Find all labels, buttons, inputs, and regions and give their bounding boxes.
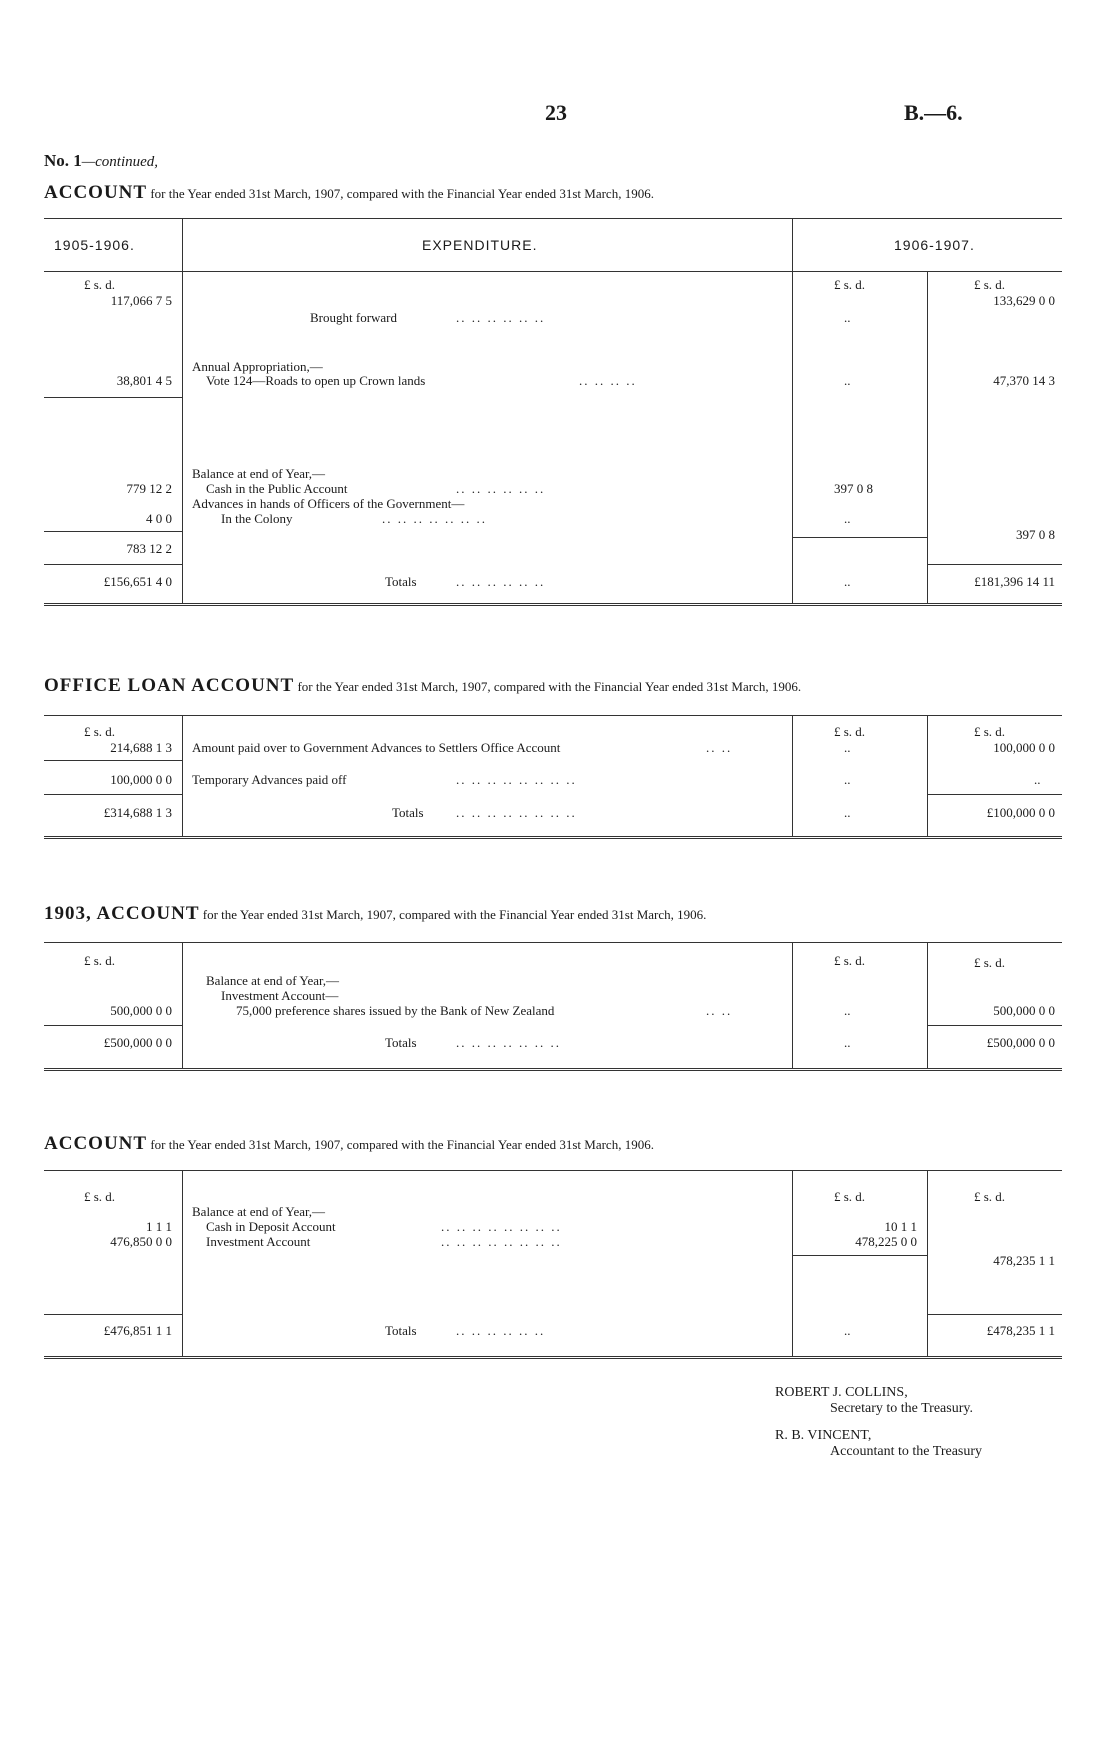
unit-header-prev: £ s. d.	[84, 953, 116, 968]
amount-cell: ..	[844, 740, 851, 755]
amount-cell: 397 0 8	[834, 481, 873, 496]
row-label: Cash in Deposit Account	[206, 1219, 336, 1234]
amount-cell: ..	[1034, 772, 1041, 787]
leader-dots: .. .. .. .. .. .. ..	[456, 1035, 561, 1050]
continued-label: —continued,	[81, 154, 159, 170]
row-heading: Balance at end of Year,—	[192, 1204, 326, 1219]
unit-header-a: £ s. d.	[834, 724, 866, 739]
office-loan-table	[44, 715, 1062, 839]
leader-dots: .. .. .. .. .. .. .. ..	[456, 772, 577, 787]
row-label: In the Colony	[221, 511, 293, 526]
section4-title-rest: for the Year ended 31st March, 1907, compared with the Financial Year ended 31st March, 1906.	[150, 1137, 654, 1152]
total-cell: ..	[844, 574, 851, 589]
signature-name: ROBERT J. COLLINS,	[775, 1385, 908, 1400]
document-reference: B.—6.	[904, 100, 963, 125]
total-cell: £100,000 0 0	[986, 805, 1055, 820]
signature-name: R. B. VINCENT,	[775, 1428, 872, 1443]
header-cur-year: 1906-1907.	[894, 237, 975, 253]
section4-title-bold: ACCOUNT	[44, 1133, 148, 1154]
row-label: Cash in the Public Account	[206, 481, 348, 496]
section2-title-rest: for the Year ended 31st March, 1907, compared with the Financial Year ended 31st March, 1906.	[297, 679, 802, 694]
leader-dots: .. .. .. .. .. .. .. ..	[441, 1234, 562, 1249]
row-label: Vote 124—Roads to open up Crown lands	[206, 373, 426, 388]
section1-title-bold: ACCOUNT	[44, 182, 148, 203]
leader-dots: .. ..	[706, 740, 733, 755]
row-label: Temporary Advances paid off	[192, 772, 347, 787]
amount-cell: ..	[844, 772, 851, 787]
signature-title: Secretary to the Treasury.	[830, 1401, 973, 1416]
row-label: 75,000 preference shares issued by the Bank of New Zealand	[236, 1003, 555, 1018]
totals-label: Totals	[385, 574, 417, 589]
row-label: Annual Appropriation,—	[192, 359, 323, 374]
leader-dots: .. .. .. .. .. .. .. ..	[441, 1219, 562, 1234]
total-cell: £181,396 14 11	[974, 574, 1055, 589]
leader-dots: .. .. .. .. .. ..	[456, 1323, 546, 1338]
unit-header-b: £ s. d.	[974, 277, 1006, 292]
section1-title-rest: for the Year ended 31st March, 1907, compared with the Financial Year ended 31st March, 1906.	[150, 186, 654, 201]
expenditure-table	[44, 218, 1062, 606]
leader-dots: .. .. .. .. .. .. .. ..	[456, 805, 577, 820]
amount-cell: ..	[844, 1003, 851, 1018]
amount-cell: ..	[844, 511, 851, 526]
amount-cell: ..	[844, 310, 851, 325]
total-cell: ..	[844, 1035, 851, 1050]
unit-header-a: £ s. d.	[834, 277, 866, 292]
unit-header-b: £ s. d.	[974, 955, 1006, 970]
unit-header-prev: £ s. d.	[84, 1189, 116, 1204]
account-1903-table	[44, 942, 1062, 1071]
amount-cell: 783 12 2	[126, 541, 172, 556]
totals-label: Totals	[385, 1035, 417, 1050]
section3-title	[44, 903, 706, 925]
amount-cell: 133,629 0 0	[993, 293, 1055, 308]
section-number-text: No. 1	[44, 151, 82, 170]
total-cell: £478,235 1 1	[986, 1323, 1055, 1338]
leader-dots: .. .. .. ..	[579, 373, 637, 388]
amount-cell: 38,801 4 5	[116, 373, 172, 388]
row-heading: Balance at end of Year,—	[192, 466, 326, 481]
row-label: Amount paid over to Government Advances to Settlers Office Account	[192, 740, 561, 755]
header-expenditure: EXPENDITURE.	[422, 237, 538, 253]
amount-cell: 478,225 0 0	[855, 1234, 917, 1249]
amount-cell: 117,066 7 5	[110, 293, 172, 308]
row-label: Advances in hands of Officers of the Government—	[192, 496, 465, 511]
header-prev-year: 1905-1906.	[54, 237, 135, 253]
total-cell: £156,651 4 0	[103, 574, 172, 589]
account-table	[44, 1170, 1062, 1359]
total-cell: ..	[844, 805, 851, 820]
unit-header-prev: £ s. d.	[84, 724, 116, 739]
section4-title	[44, 1133, 654, 1155]
amount-cell: 1 1 1	[146, 1219, 172, 1234]
total-cell: £500,000 0 0	[986, 1035, 1055, 1050]
section1-title	[44, 182, 654, 204]
section3-title-rest: for the Year ended 31st March, 1907, compared with the Financial Year ended 31st March, 1906.	[202, 907, 707, 922]
row-label: Brought forward	[310, 310, 398, 325]
total-cell: ..	[844, 1323, 851, 1338]
total-cell: £500,000 0 0	[103, 1035, 172, 1050]
leader-dots: .. .. .. .. .. .. ..	[382, 511, 487, 526]
amount-cell: 214,688 1 3	[110, 740, 172, 755]
leader-dots: .. ..	[706, 1003, 733, 1018]
unit-header-b: £ s. d.	[974, 1189, 1006, 1204]
unit-header-b: £ s. d.	[974, 724, 1006, 739]
amount-cell: 100,000 0 0	[110, 772, 172, 787]
amount-cell: 500,000 0 0	[993, 1003, 1055, 1018]
leader-dots: .. .. .. .. .. ..	[456, 481, 546, 496]
unit-header-a: £ s. d.	[834, 953, 866, 968]
section-number	[44, 151, 158, 171]
amount-cell: 500,000 0 0	[110, 1003, 172, 1018]
row-label: Investment Account—	[221, 988, 339, 1003]
totals-label: Totals	[392, 805, 424, 820]
total-cell: £476,851 1 1	[103, 1323, 172, 1338]
amount-cell: 4 0 0	[146, 511, 172, 526]
unit-header-prev: £ s. d.	[84, 277, 116, 292]
row-label: Investment Account	[206, 1234, 311, 1249]
total-cell: £314,688 1 3	[103, 805, 172, 820]
leader-dots: .. .. .. .. .. ..	[456, 310, 546, 325]
subtotal-cell: 478,235 1 1	[993, 1253, 1055, 1268]
amount-cell: 100,000 0 0	[993, 740, 1055, 755]
totals-label: Totals	[385, 1323, 417, 1338]
leader-dots: .. .. .. .. .. ..	[456, 574, 546, 589]
unit-header-a: £ s. d.	[834, 1189, 866, 1204]
section3-title-bold: 1903, ACCOUNT	[44, 903, 200, 924]
section2-title-bold: OFFICE LOAN ACCOUNT	[44, 675, 295, 696]
amount-cell: 397 0 8	[1016, 527, 1055, 542]
section2-title	[44, 675, 801, 697]
row-heading: Balance at end of Year,—	[206, 973, 340, 988]
amount-cell: 476,850 0 0	[110, 1234, 172, 1249]
amount-cell: 47,370 14 3	[993, 373, 1055, 388]
signature-title: Accountant to the Treasury	[830, 1444, 983, 1459]
amount-cell: 779 12 2	[126, 481, 172, 496]
amount-cell: ..	[844, 373, 851, 388]
amount-cell: 10 1 1	[884, 1219, 917, 1234]
page-number: 23	[545, 100, 567, 125]
